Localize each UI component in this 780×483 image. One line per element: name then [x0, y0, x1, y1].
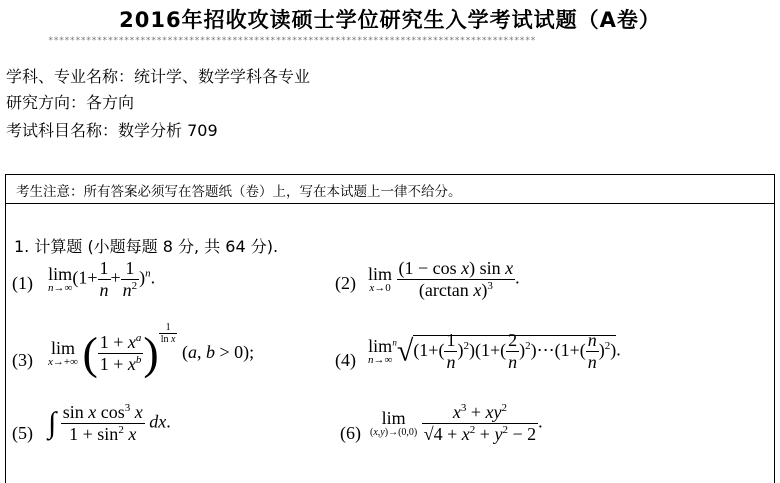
problem-1-label: (1): [12, 273, 33, 293]
exam-title: 2016年招收攻读硕士学位研究生入学考试试题（A卷）: [119, 8, 661, 32]
direction-line: 研究方向：各方向: [6, 93, 135, 112]
section-heading: 1. 计算题 (小题每题 8 分, 共 64 分).: [14, 237, 279, 256]
major-line: 学科、专业名称：统计学、数学学科各专业: [6, 67, 311, 86]
problem-4-label: (4): [335, 350, 356, 370]
problem-1: lim n→∞ (1+ $\frac{1}{n}$ + $\frac{1}{n^2}$ )$^n$.: [48, 258, 156, 300]
notice-box: [5, 174, 775, 204]
notice-text: 考生注意：所有答案必须写在答题纸（卷）上，写在本试题上一律不给分。: [16, 184, 462, 200]
problem-6: lim (x,y)→(0,0) $\frac{x^3 + xy^2}{√4 + x^2 + y^2 - 2}$ .: [370, 402, 543, 444]
star-divider: ******************************************************************************************: [48, 36, 536, 46]
problem-2: lim x→0 $\frac{\text{(1 − cos x) sin x}}{(\arctan x)^3}$ .: [368, 258, 520, 300]
problem-5: ∫ $\frac{\sin x \cos^3 x}{1 + \sin^2 x}$ dx.: [48, 402, 171, 444]
problem-2-label: (2): [335, 273, 356, 293]
problem-5-label: (5): [12, 423, 33, 443]
subject-line: 考试科目名称：数学分析 709: [6, 121, 218, 140]
problem-3: lim x→+∞ ( $\frac{1 + x^a}{1 + x^b}$ ) $^{\frac{1}{\text{ln x}}}$ (a, b > 0);: [48, 322, 255, 379]
problem-4: lim n→∞ $^n$√(1+( $\frac{1}{n}$ )$^2$)(1+( $\frac{2}{n}$ )$^2$)⋯(1+( $\frac{n}{n}$ )$^2$).: [368, 330, 621, 372]
problem-3-label: (3): [12, 350, 33, 370]
problem-6-label: (6): [340, 423, 361, 443]
